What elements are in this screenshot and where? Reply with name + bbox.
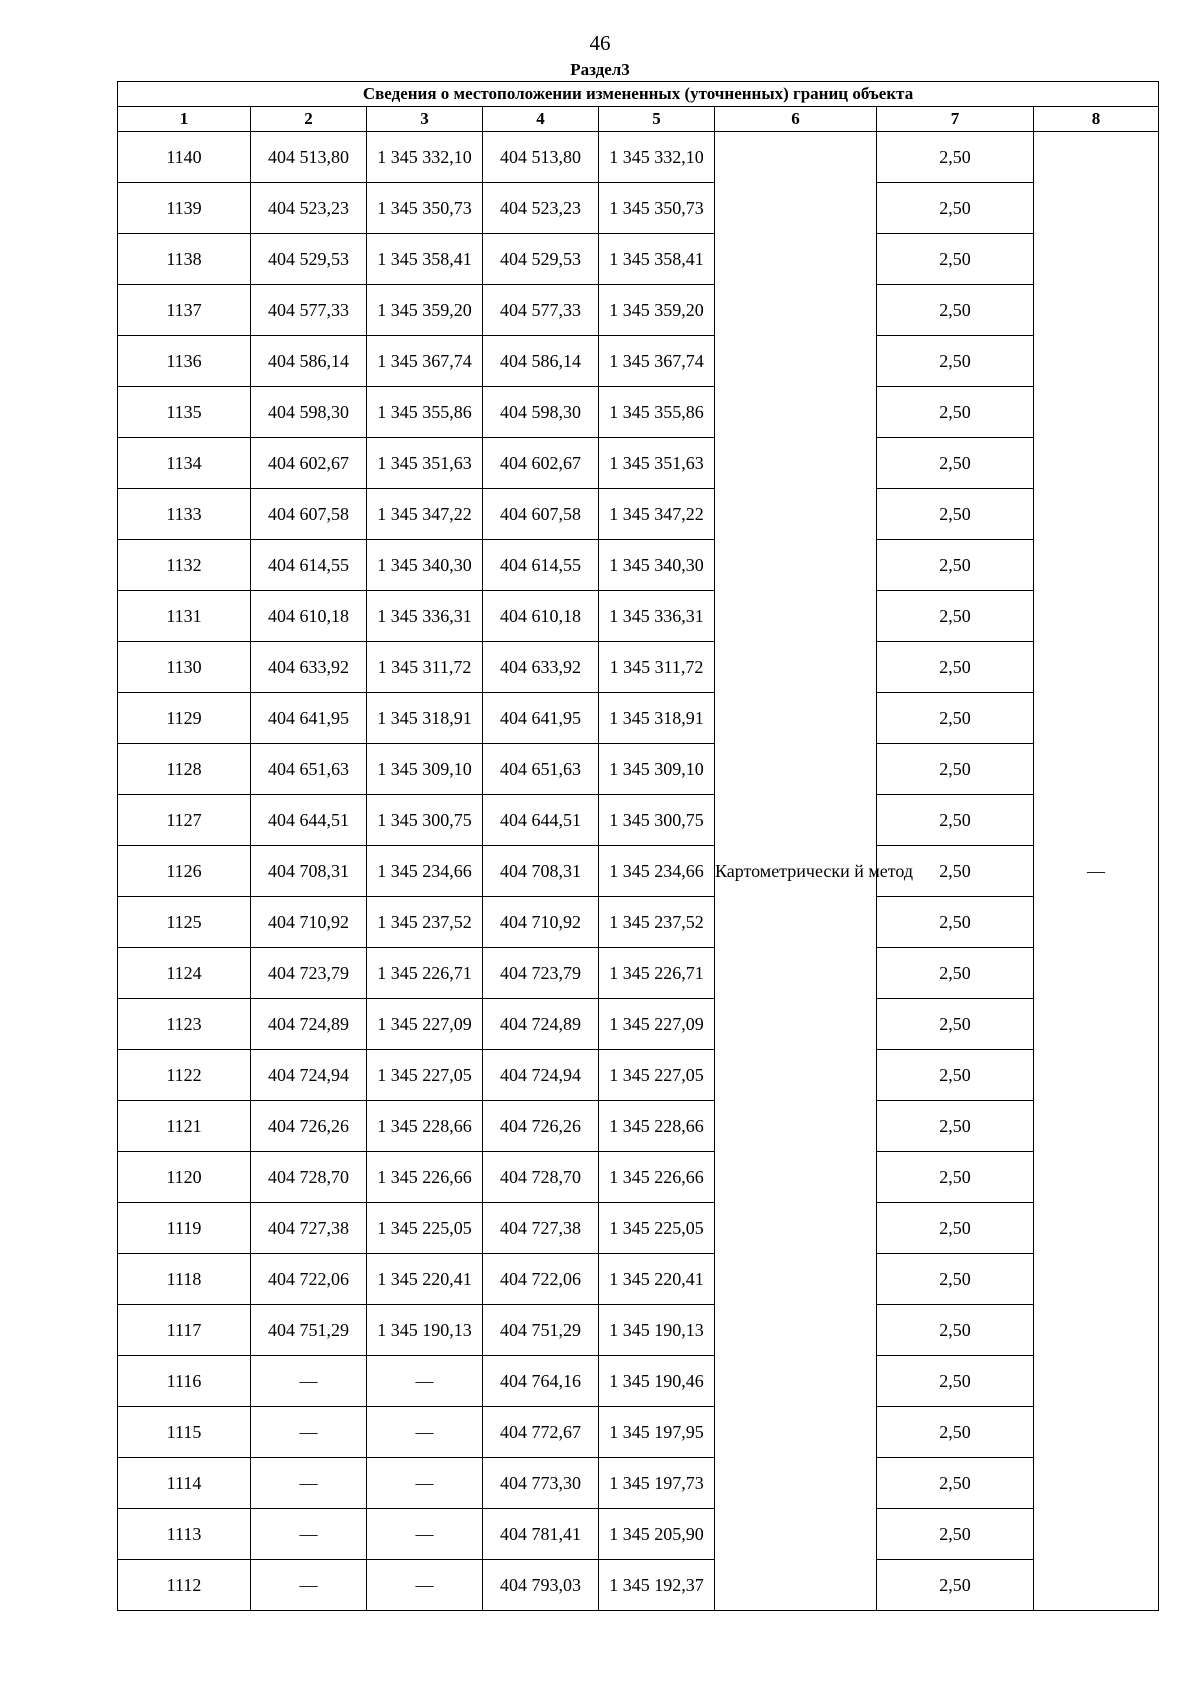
- refined-y-cell: 1 345 340,30: [599, 540, 715, 591]
- accuracy-cell: 2,50: [877, 285, 1034, 336]
- column-header: 5: [599, 107, 715, 132]
- point-number-cell: 1125: [118, 897, 251, 948]
- existing-x-cell: 404 513,80: [251, 132, 367, 183]
- refined-x-cell: 404 772,67: [483, 1407, 599, 1458]
- point-number-cell: 1117: [118, 1305, 251, 1356]
- refined-y-cell: 1 345 318,91: [599, 693, 715, 744]
- accuracy-cell: 2,50: [877, 795, 1034, 846]
- column-header-row: [118, 107, 1159, 132]
- existing-x-cell: 404 523,23: [251, 183, 367, 234]
- point-number-cell: 1119: [118, 1203, 251, 1254]
- refined-y-cell: 1 345 359,20: [599, 285, 715, 336]
- existing-y-cell: 1 345 237,52: [367, 897, 483, 948]
- refined-y-cell: 1 345 358,41: [599, 234, 715, 285]
- column-header: 1: [118, 107, 251, 132]
- column-header: 2: [251, 107, 367, 132]
- existing-x-cell: 404 708,31: [251, 846, 367, 897]
- table-caption-row: [118, 82, 1159, 107]
- table-row: [118, 1254, 1159, 1305]
- table-row: [118, 1458, 1159, 1509]
- point-number-cell: 1126: [118, 846, 251, 897]
- section-title: Раздел3: [570, 60, 630, 79]
- point-number-cell: 1120: [118, 1152, 251, 1203]
- table-row: [118, 795, 1159, 846]
- existing-x-cell: 404 586,14: [251, 336, 367, 387]
- table-row: [118, 948, 1159, 999]
- refined-x-cell: 404 724,89: [483, 999, 599, 1050]
- column-header: 6: [715, 107, 877, 132]
- existing-y-cell: 1 345 340,30: [367, 540, 483, 591]
- existing-y-cell: 1 345 234,66: [367, 846, 483, 897]
- refined-x-cell: 404 724,94: [483, 1050, 599, 1101]
- point-number-cell: 1138: [118, 234, 251, 285]
- table-row: [118, 846, 1159, 897]
- refined-y-cell: 1 345 355,86: [599, 387, 715, 438]
- refined-x-cell: 404 764,16: [483, 1356, 599, 1407]
- existing-y-cell: 1 345 220,41: [367, 1254, 483, 1305]
- accuracy-cell: 2,50: [877, 1407, 1034, 1458]
- refined-y-cell: 1 345 350,73: [599, 183, 715, 234]
- accuracy-cell: 2,50: [877, 438, 1034, 489]
- refined-y-cell: 1 345 332,10: [599, 132, 715, 183]
- refined-x-cell: 404 781,41: [483, 1509, 599, 1560]
- accuracy-cell: 2,50: [877, 1560, 1034, 1611]
- refined-y-cell: 1 345 192,37: [599, 1560, 715, 1611]
- point-number-cell: 1128: [118, 744, 251, 795]
- refined-x-cell: 404 614,55: [483, 540, 599, 591]
- column-header: 3: [367, 107, 483, 132]
- existing-y-cell: 1 345 355,86: [367, 387, 483, 438]
- refined-y-cell: 1 345 237,52: [599, 897, 715, 948]
- refined-x-cell: 404 726,26: [483, 1101, 599, 1152]
- refined-x-cell: 404 793,03: [483, 1560, 599, 1611]
- accuracy-cell: 2,50: [877, 132, 1034, 183]
- column-header: 7: [877, 107, 1034, 132]
- existing-y-cell: 1 345 309,10: [367, 744, 483, 795]
- table-row: [118, 1509, 1159, 1560]
- existing-y-cell: —: [367, 1407, 483, 1458]
- existing-x-cell: 404 641,95: [251, 693, 367, 744]
- existing-x-cell: 404 610,18: [251, 591, 367, 642]
- accuracy-cell: 2,50: [877, 336, 1034, 387]
- refined-x-cell: 404 708,31: [483, 846, 599, 897]
- column8-cell: —: [1034, 132, 1159, 1611]
- table-row: [118, 693, 1159, 744]
- existing-x-cell: 404 710,92: [251, 897, 367, 948]
- existing-x-cell: —: [251, 1407, 367, 1458]
- existing-y-cell: 1 345 228,66: [367, 1101, 483, 1152]
- existing-y-cell: 1 345 350,73: [367, 183, 483, 234]
- point-number-cell: 1136: [118, 336, 251, 387]
- refined-x-cell: 404 728,70: [483, 1152, 599, 1203]
- refined-x-cell: 404 523,23: [483, 183, 599, 234]
- accuracy-cell: 2,50: [877, 999, 1034, 1050]
- accuracy-cell: 2,50: [877, 744, 1034, 795]
- existing-y-cell: 1 345 347,22: [367, 489, 483, 540]
- point-number-cell: 1129: [118, 693, 251, 744]
- refined-x-cell: 404 577,33: [483, 285, 599, 336]
- refined-x-cell: 404 633,92: [483, 642, 599, 693]
- point-number-cell: 1122: [118, 1050, 251, 1101]
- point-number-cell: 1134: [118, 438, 251, 489]
- table-row: [118, 489, 1159, 540]
- accuracy-cell: 2,50: [877, 183, 1034, 234]
- accuracy-cell: 2,50: [877, 1356, 1034, 1407]
- refined-x-cell: 404 610,18: [483, 591, 599, 642]
- refined-y-cell: 1 345 234,66: [599, 846, 715, 897]
- table-row: [118, 744, 1159, 795]
- accuracy-cell: 2,50: [877, 846, 1034, 897]
- accuracy-cell: 2,50: [877, 1305, 1034, 1356]
- accuracy-cell: 2,50: [877, 1101, 1034, 1152]
- existing-y-cell: —: [367, 1509, 483, 1560]
- accuracy-cell: 2,50: [877, 1254, 1034, 1305]
- accuracy-cell: 2,50: [877, 948, 1034, 999]
- accuracy-cell: 2,50: [877, 1458, 1034, 1509]
- table-row: [118, 591, 1159, 642]
- refined-x-cell: 404 598,30: [483, 387, 599, 438]
- point-number-cell: 1113: [118, 1509, 251, 1560]
- existing-y-cell: 1 345 226,71: [367, 948, 483, 999]
- point-number-cell: 1139: [118, 183, 251, 234]
- table-row: [118, 642, 1159, 693]
- existing-y-cell: 1 345 311,72: [367, 642, 483, 693]
- refined-y-cell: 1 345 336,31: [599, 591, 715, 642]
- method-cell: Картометрически й метод: [715, 132, 877, 1611]
- refined-x-cell: 404 751,29: [483, 1305, 599, 1356]
- table-row: [118, 1101, 1159, 1152]
- existing-y-cell: 1 345 367,74: [367, 336, 483, 387]
- refined-y-cell: 1 345 311,72: [599, 642, 715, 693]
- existing-x-cell: 404 607,58: [251, 489, 367, 540]
- existing-x-cell: 404 724,89: [251, 999, 367, 1050]
- table-row: [118, 183, 1159, 234]
- table-row: [118, 132, 1159, 183]
- refined-y-cell: 1 345 197,73: [599, 1458, 715, 1509]
- point-number-cell: 1131: [118, 591, 251, 642]
- refined-y-cell: 1 345 226,66: [599, 1152, 715, 1203]
- table-row: [118, 1305, 1159, 1356]
- point-number-cell: 1114: [118, 1458, 251, 1509]
- point-number-cell: 1133: [118, 489, 251, 540]
- existing-x-cell: 404 602,67: [251, 438, 367, 489]
- table-row: [118, 540, 1159, 591]
- refined-y-cell: 1 345 300,75: [599, 795, 715, 846]
- existing-y-cell: 1 345 227,09: [367, 999, 483, 1050]
- existing-x-cell: 404 633,92: [251, 642, 367, 693]
- existing-x-cell: 404 598,30: [251, 387, 367, 438]
- refined-x-cell: 404 586,14: [483, 336, 599, 387]
- table-row: [118, 336, 1159, 387]
- refined-y-cell: 1 345 190,46: [599, 1356, 715, 1407]
- existing-x-cell: 404 529,53: [251, 234, 367, 285]
- existing-y-cell: 1 345 359,20: [367, 285, 483, 336]
- refined-x-cell: 404 513,80: [483, 132, 599, 183]
- existing-x-cell: 404 644,51: [251, 795, 367, 846]
- existing-x-cell: 404 751,29: [251, 1305, 367, 1356]
- existing-y-cell: 1 345 227,05: [367, 1050, 483, 1101]
- existing-x-cell: 404 651,63: [251, 744, 367, 795]
- refined-y-cell: 1 345 227,05: [599, 1050, 715, 1101]
- refined-y-cell: 1 345 226,71: [599, 948, 715, 999]
- refined-x-cell: 404 644,51: [483, 795, 599, 846]
- accuracy-cell: 2,50: [877, 540, 1034, 591]
- accuracy-cell: 2,50: [877, 387, 1034, 438]
- accuracy-cell: 2,50: [877, 1152, 1034, 1203]
- existing-y-cell: 1 345 358,41: [367, 234, 483, 285]
- refined-x-cell: 404 773,30: [483, 1458, 599, 1509]
- table-row: [118, 285, 1159, 336]
- table-row: [118, 438, 1159, 489]
- boundary-coordinates-table: [117, 81, 1159, 1611]
- point-number-cell: 1140: [118, 132, 251, 183]
- refined-y-cell: 1 345 227,09: [599, 999, 715, 1050]
- point-number-cell: 1115: [118, 1407, 251, 1458]
- existing-x-cell: 404 723,79: [251, 948, 367, 999]
- existing-y-cell: 1 345 332,10: [367, 132, 483, 183]
- point-number-cell: 1116: [118, 1356, 251, 1407]
- refined-y-cell: 1 345 197,95: [599, 1407, 715, 1458]
- existing-x-cell: —: [251, 1560, 367, 1611]
- accuracy-cell: 2,50: [877, 234, 1034, 285]
- existing-y-cell: 1 345 318,91: [367, 693, 483, 744]
- point-number-cell: 1123: [118, 999, 251, 1050]
- table-row: [118, 1152, 1159, 1203]
- existing-x-cell: 404 727,38: [251, 1203, 367, 1254]
- refined-x-cell: 404 607,58: [483, 489, 599, 540]
- existing-x-cell: 404 722,06: [251, 1254, 367, 1305]
- existing-y-cell: 1 345 226,66: [367, 1152, 483, 1203]
- refined-y-cell: 1 345 309,10: [599, 744, 715, 795]
- table-caption: Сведения о местоположении измененных (уточненных) границ объекта: [118, 82, 1159, 107]
- existing-x-cell: 404 724,94: [251, 1050, 367, 1101]
- refined-x-cell: 404 727,38: [483, 1203, 599, 1254]
- existing-x-cell: 404 614,55: [251, 540, 367, 591]
- accuracy-cell: 2,50: [877, 591, 1034, 642]
- table-body: [118, 132, 1159, 1611]
- existing-y-cell: —: [367, 1458, 483, 1509]
- existing-y-cell: 1 345 225,05: [367, 1203, 483, 1254]
- table-row: [118, 1407, 1159, 1458]
- existing-x-cell: 404 726,26: [251, 1101, 367, 1152]
- point-number-cell: 1121: [118, 1101, 251, 1152]
- refined-x-cell: 404 722,06: [483, 1254, 599, 1305]
- point-number-cell: 1137: [118, 285, 251, 336]
- refined-x-cell: 404 602,67: [483, 438, 599, 489]
- table-row: [118, 999, 1159, 1050]
- accuracy-cell: 2,50: [877, 642, 1034, 693]
- refined-y-cell: 1 345 220,41: [599, 1254, 715, 1305]
- refined-x-cell: 404 641,95: [483, 693, 599, 744]
- existing-y-cell: 1 345 190,13: [367, 1305, 483, 1356]
- refined-y-cell: 1 345 228,66: [599, 1101, 715, 1152]
- existing-x-cell: —: [251, 1458, 367, 1509]
- refined-x-cell: 404 529,53: [483, 234, 599, 285]
- column-header: 4: [483, 107, 599, 132]
- existing-y-cell: —: [367, 1356, 483, 1407]
- point-number-cell: 1124: [118, 948, 251, 999]
- table-row: [118, 897, 1159, 948]
- point-number-cell: 1130: [118, 642, 251, 693]
- table-row: [118, 234, 1159, 285]
- refined-y-cell: 1 345 190,13: [599, 1305, 715, 1356]
- existing-y-cell: —: [367, 1560, 483, 1611]
- point-number-cell: 1132: [118, 540, 251, 591]
- table-row: [118, 1203, 1159, 1254]
- accuracy-cell: 2,50: [877, 489, 1034, 540]
- table-row: [118, 1560, 1159, 1611]
- point-number-cell: 1118: [118, 1254, 251, 1305]
- table-row: [118, 1050, 1159, 1101]
- accuracy-cell: 2,50: [877, 1509, 1034, 1560]
- accuracy-cell: 2,50: [877, 1203, 1034, 1254]
- page-number: 46: [589, 31, 611, 55]
- point-number-cell: 1112: [118, 1560, 251, 1611]
- accuracy-cell: 2,50: [877, 693, 1034, 744]
- existing-y-cell: 1 345 336,31: [367, 591, 483, 642]
- table-row: [118, 1356, 1159, 1407]
- point-number-cell: 1127: [118, 795, 251, 846]
- existing-y-cell: 1 345 351,63: [367, 438, 483, 489]
- point-number-cell: 1135: [118, 387, 251, 438]
- refined-y-cell: 1 345 367,74: [599, 336, 715, 387]
- existing-x-cell: —: [251, 1509, 367, 1560]
- refined-y-cell: 1 345 351,63: [599, 438, 715, 489]
- refined-y-cell: 1 345 225,05: [599, 1203, 715, 1254]
- refined-x-cell: 404 723,79: [483, 948, 599, 999]
- accuracy-cell: 2,50: [877, 897, 1034, 948]
- refined-y-cell: 1 345 205,90: [599, 1509, 715, 1560]
- refined-y-cell: 1 345 347,22: [599, 489, 715, 540]
- existing-x-cell: —: [251, 1356, 367, 1407]
- refined-x-cell: 404 651,63: [483, 744, 599, 795]
- accuracy-cell: 2,50: [877, 1050, 1034, 1101]
- column-header: 8: [1034, 107, 1159, 132]
- existing-x-cell: 404 728,70: [251, 1152, 367, 1203]
- refined-x-cell: 404 710,92: [483, 897, 599, 948]
- existing-y-cell: 1 345 300,75: [367, 795, 483, 846]
- existing-x-cell: 404 577,33: [251, 285, 367, 336]
- table-row: [118, 387, 1159, 438]
